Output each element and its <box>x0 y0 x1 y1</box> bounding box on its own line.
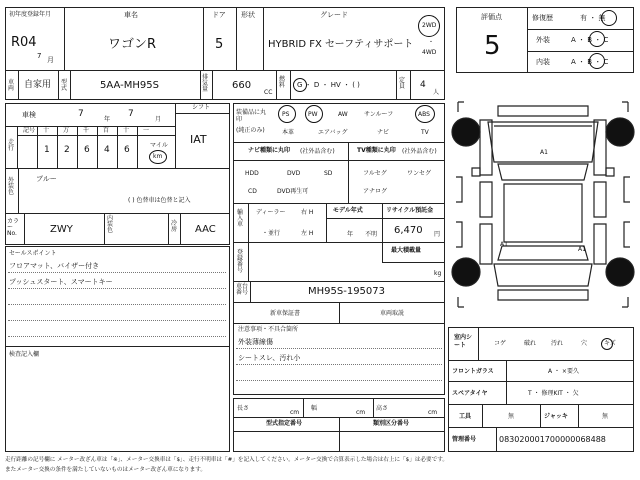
sales-point-line-2: プッシュスタート、スマートキー <box>9 278 113 286</box>
chassis-label: 車台番号 <box>236 283 249 296</box>
navi-item: SD <box>324 170 333 177</box>
sales-rule-5 <box>8 336 226 337</box>
seat-label: 室内シート <box>454 334 473 349</box>
glass-label: フロントガラス <box>452 368 494 375</box>
navi-sub: (社外品含む) <box>300 148 335 155</box>
type-number-label: 型式指定番号 <box>266 420 303 427</box>
model-year-header-line <box>326 218 445 219</box>
navi-label: ナビ種類に丸印 <box>248 147 291 154</box>
shift-bottom-line <box>175 113 230 114</box>
bracket-bl <box>458 297 464 307</box>
equipment-item: サンルーフ <box>364 111 394 118</box>
mileage-digit-label: 千 <box>83 127 90 134</box>
mileage-digit-label: 十 <box>43 127 50 134</box>
registration-divider <box>248 242 249 282</box>
height-label: 高さ <box>376 405 389 412</box>
footnote-line-1: 走行距離の記号欄に メーター改ざん車は「※」、メーター交換車は「$」、走行不明車は「#」を記入してください。メーター交換で合算表示した場合は右上に「$」は必要です。 <box>5 457 448 463</box>
model-year-unknown: 不明 <box>365 231 378 238</box>
damage-mark-1: A1 <box>540 149 548 156</box>
inspector-label: 検査記入欄 <box>9 351 40 358</box>
tools-divider-3 <box>578 404 579 428</box>
max-load-header-line <box>382 262 445 263</box>
grade-value: HYBRID FX セーフティサポート <box>268 39 414 50</box>
sales-rule-4 <box>8 320 226 321</box>
score-value: 5 <box>484 31 501 61</box>
tv-item: アナログ <box>363 188 388 195</box>
inspector-block <box>5 346 230 452</box>
person-unit: 人 <box>433 89 440 96</box>
import-parallel: ・並行 <box>262 230 281 237</box>
mileage-col-divider <box>97 126 98 169</box>
shift-value: IAT <box>190 133 207 146</box>
repair-label: 修復歴 <box>532 14 553 22</box>
mileage-digit: 4 <box>104 145 110 155</box>
notes-rule-2 <box>236 364 442 365</box>
capacity-label: 定員 <box>399 77 406 90</box>
tools-value: 無 <box>508 413 515 420</box>
model-value-divider <box>70 70 71 100</box>
mileage-digit: 6 <box>124 145 130 155</box>
sales-rule-2 <box>8 288 226 289</box>
equipment-item: TV <box>421 129 429 136</box>
booklets-divider <box>339 302 340 324</box>
spare-label: スペアタイヤ <box>452 390 488 397</box>
score-row-line-1 <box>527 29 634 30</box>
damage-mark-2: A1 <box>500 241 508 248</box>
recycle-yen: 円 <box>434 231 441 238</box>
equipment-item: エアバッグ <box>318 129 348 136</box>
mileage-digit-label: 十 <box>123 127 130 134</box>
shape-label: 形状 <box>241 11 255 19</box>
grade-label: グレード <box>320 11 348 19</box>
capacity-divider <box>396 70 397 100</box>
tools-divider-2 <box>540 404 541 428</box>
seat-divider <box>478 327 479 361</box>
use-value: 自家用 <box>24 80 52 90</box>
mileage-col-divider <box>117 126 118 169</box>
equipment-item: ABS <box>418 111 430 118</box>
bracket-tl <box>458 102 464 112</box>
model-divider <box>58 70 59 100</box>
import-dealer: ディーラー <box>256 209 286 216</box>
interior-options: A ・ B ・ C <box>571 58 609 66</box>
wheel-front-right <box>606 118 634 146</box>
mileage-digit: 2 <box>64 145 70 155</box>
exterior-color-value: ブルー <box>36 175 57 183</box>
tools-divider-1 <box>482 404 483 428</box>
color-number-divider <box>24 213 25 245</box>
manual-label: 車両取説 <box>380 310 405 317</box>
color-number-label: カラーNo. <box>7 218 20 237</box>
mileage-digit-label: 万 <box>63 127 70 134</box>
mileage-unit-km: km <box>153 153 163 160</box>
jack-label: ジャッキ <box>544 413 568 420</box>
use-divider <box>18 70 19 100</box>
registration-label: 登録番号 <box>237 249 244 274</box>
doors-count: 5 <box>215 37 224 52</box>
mileage-digit: 6 <box>84 145 90 155</box>
length-cm: cm <box>290 409 300 416</box>
spare-divider <box>506 381 507 405</box>
width-divider <box>303 398 304 418</box>
capacity-value: 4 <box>420 80 426 90</box>
mileage-digit-label: 百 <box>103 127 110 134</box>
wheel-rear-left <box>452 258 480 286</box>
registration-date-label: 初年度登録年月 <box>9 11 52 18</box>
mileage-label-divider <box>17 126 18 169</box>
score-row-line-2 <box>527 51 634 52</box>
seat-selected-circle <box>601 338 613 350</box>
wheel-rear-right <box>606 258 634 286</box>
car-name-label: 車名 <box>124 11 138 19</box>
equipment-item: PW <box>308 111 318 118</box>
use-row <box>5 70 445 100</box>
inspection-label: 車検 <box>22 111 36 119</box>
displacement-divider <box>200 70 201 100</box>
mileage-digit: 1 <box>44 145 50 155</box>
seat-item: 汚れ <box>551 340 564 347</box>
car-name: ワゴンR <box>108 37 157 52</box>
repair-selected-circle <box>601 10 617 26</box>
model-year-unit: 年 <box>347 231 354 238</box>
notes-rule-3 <box>236 380 442 381</box>
interior-selected-circle <box>589 53 605 69</box>
height-divider <box>373 398 374 418</box>
navi-item: CD <box>248 188 257 195</box>
mileage-col-divider <box>57 126 58 169</box>
ac-label: 冷房 <box>171 220 178 233</box>
use-label: 車両 <box>8 79 15 92</box>
model-label: 型式 <box>61 79 68 92</box>
navi-item: HDD <box>245 170 259 177</box>
import-label: 輸入車 <box>237 209 244 228</box>
spare-options: T ・ 修理KIT ・ 欠 <box>528 390 579 397</box>
displacement-value-divider <box>212 70 213 100</box>
max-load-kg: kg <box>434 270 442 277</box>
chassis-value: MH95S-195073 <box>308 286 386 297</box>
bracket-tr <box>622 102 628 112</box>
fuel-divider <box>276 70 277 100</box>
sales-rule-3 <box>8 304 226 305</box>
jack-value: 無 <box>602 413 609 420</box>
import-left-hand: 左 H <box>301 230 314 237</box>
navi-tv-header-line <box>233 160 445 161</box>
inspection-year: 7 <box>78 109 84 119</box>
model-year-divider <box>326 203 327 243</box>
registration-year: R04 <box>11 35 37 50</box>
equipment-item: PS <box>282 111 290 118</box>
equipment-item: ナビ <box>377 129 390 136</box>
warranty-label: 新車保証書 <box>270 310 301 317</box>
sales-point-line-1: フロアマット、バイザー付き <box>9 262 100 270</box>
score-label: 評価点 <box>481 13 502 21</box>
seat-item: コゲ <box>494 340 507 347</box>
width-cm: cm <box>356 409 366 416</box>
navi-item: DVD <box>287 170 301 177</box>
glass-divider <box>506 360 507 382</box>
doors-label: ドア <box>212 11 226 19</box>
damage-mark-3: A1 <box>578 246 586 253</box>
management-label: 管理番号 <box>452 436 477 443</box>
chassis-divider <box>250 281 251 303</box>
import-right-hand: 右 H <box>301 209 314 216</box>
dimensions-block <box>233 398 445 418</box>
car-damage-diagram <box>448 92 638 322</box>
exterior-color-note: ( ) 色替車は色替と記入 <box>128 197 191 204</box>
fuel-value-divider <box>290 70 291 100</box>
notes-rule-1 <box>236 348 442 349</box>
notes-label: 注意事項・不具合箇所 <box>238 326 299 333</box>
mileage-header-line <box>17 135 175 136</box>
score-divider <box>527 7 528 73</box>
seat-item: キズ <box>604 340 616 347</box>
equipment-item: 本革 <box>282 129 295 136</box>
import-label-divider <box>248 203 249 243</box>
exterior-options: A ・ B ・ C <box>571 36 609 44</box>
fuel-label: 燃料 <box>279 76 286 89</box>
height-cm: cm <box>428 409 438 416</box>
width-label: 幅 <box>311 405 318 412</box>
equipment-label: 装備品に丸印 <box>236 109 267 124</box>
footnote-line-2: またメーター交換の条件を満たしていないものはメーター改ざん車になります。 <box>5 467 206 473</box>
exterior-color-label: 外装色 <box>8 177 15 196</box>
mileage-col-divider <box>37 126 38 169</box>
navi-item: DVD再生可 <box>277 188 309 195</box>
tools-label: 工具 <box>459 413 472 420</box>
sales-rule-1 <box>8 272 226 273</box>
registration-month: 7 <box>37 52 42 60</box>
equipment-item: AW <box>338 111 348 118</box>
drive-separator-dot: ・ <box>428 39 435 46</box>
notes-line-2: シートスレ、汚れ小 <box>238 354 301 362</box>
mileage-col-divider <box>77 126 78 169</box>
recycle-divider <box>382 203 383 243</box>
displacement-label: 排気量 <box>202 74 209 93</box>
tv-label: TV種類に丸印 <box>357 147 396 154</box>
bracket-br <box>622 297 628 307</box>
drive-4wd: 4WD <box>422 49 437 56</box>
tv-item: ワンセグ <box>407 170 432 177</box>
exterior-selected-circle <box>589 31 605 47</box>
interior-color-label: 内装色 <box>107 215 114 234</box>
ac-value: AAC <box>195 224 216 235</box>
tv-item: フルセグ <box>363 170 387 177</box>
mileage-unit-mile: マイル <box>150 142 168 149</box>
equipment-selected-circle <box>415 105 435 123</box>
mileage-digit-label: 一 <box>143 127 150 134</box>
seat-item: 破れ <box>524 340 537 347</box>
seat-item: 穴 <box>581 340 588 347</box>
recycle-label: リサイクル預託金 <box>386 207 434 214</box>
management-divider <box>496 427 497 452</box>
glass-options: A ・ ×要久 <box>548 368 579 375</box>
mileage-label: 走行 <box>8 139 15 152</box>
repair-options: 有 ・ 無 <box>580 14 606 22</box>
type-class-header-line <box>233 431 445 432</box>
exterior-color-divider <box>18 168 19 214</box>
equipment-sub: (純正のみ) <box>236 127 265 134</box>
notes-line-1: 外装薄線傷 <box>238 338 273 346</box>
displacement-value: 660 <box>232 80 252 91</box>
type-class-divider <box>339 417 340 452</box>
cc-unit: CC <box>264 89 273 96</box>
registration-month-unit: 月 <box>47 56 54 64</box>
ac-divider <box>168 213 169 245</box>
navi-tv-divider <box>348 142 349 204</box>
inspection-month: 7 <box>128 109 134 119</box>
equipment-selected-circle <box>278 105 296 123</box>
fuel-options: G ・ D ・ HV ・ ( ) <box>297 81 360 89</box>
max-load-label: 最大積載量 <box>391 247 422 254</box>
recycle-value: 6,470 <box>394 225 423 236</box>
wheel-front-left <box>452 118 480 146</box>
inspection-year-unit: 年 <box>104 116 111 123</box>
color-number-value: ZWY <box>50 224 73 235</box>
capacity-value-divider <box>410 70 411 100</box>
mileage-col-divider <box>137 126 138 169</box>
interior-label: 内装 <box>536 58 550 66</box>
model-value: 5AA-MH95S <box>100 80 159 91</box>
tv-sub: (社外品含む) <box>402 148 437 155</box>
management-value: 083020001700000068488 <box>499 435 606 444</box>
class-number-label: 類別区分番号 <box>373 420 410 427</box>
exterior-label: 外装 <box>536 36 550 44</box>
drive-2wd: 2WD <box>422 22 437 29</box>
interior-color-divider <box>104 213 105 245</box>
inspection-month-unit: 月 <box>155 116 162 123</box>
max-load-divider <box>382 242 383 262</box>
sales-points-label: セールスポイント <box>9 250 57 257</box>
mileage-digit-label: 記号 <box>23 127 36 134</box>
shift-label: シフト <box>192 104 211 111</box>
model-year-label: モデル年式 <box>333 207 363 214</box>
equipment-selected-circle <box>305 105 323 123</box>
length-label: 長さ <box>237 405 250 412</box>
ac-value-divider <box>180 213 181 245</box>
